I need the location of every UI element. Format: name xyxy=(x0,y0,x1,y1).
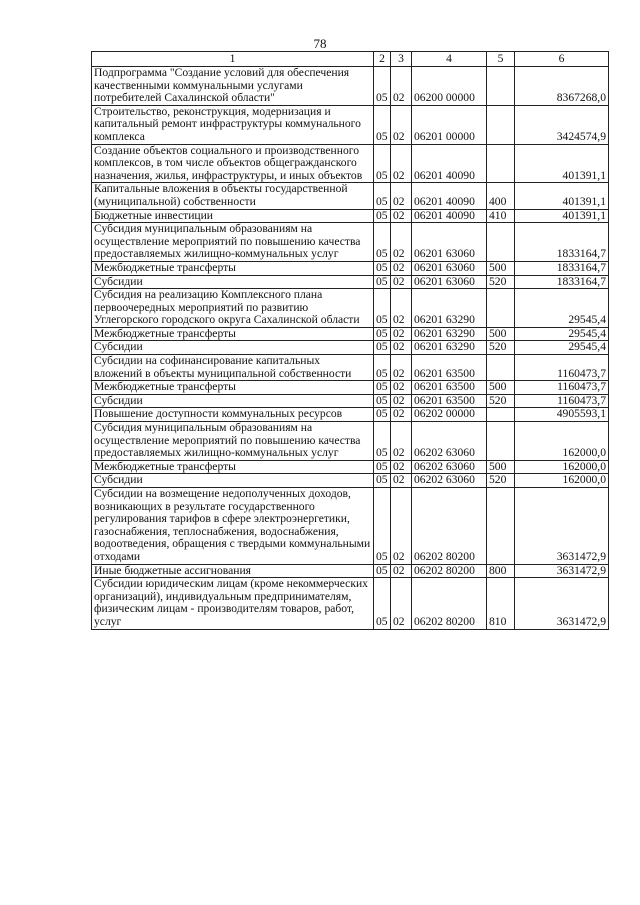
row-target-article: 06201 40090 xyxy=(412,183,487,209)
row-amount: 3424574,9 xyxy=(515,105,609,144)
table-row xyxy=(92,223,609,262)
row-target-article: 06201 63060 xyxy=(412,275,487,289)
table-row xyxy=(92,105,609,144)
row-subsection: 02 xyxy=(391,223,412,262)
row-expense-type: 500 xyxy=(487,261,515,275)
row-section: 05 xyxy=(374,394,391,408)
row-target-article: 06201 63060 xyxy=(412,223,487,262)
table-header-row xyxy=(92,52,609,67)
row-expense-type xyxy=(487,422,515,461)
row-amount: 162000,0 xyxy=(515,422,609,461)
row-amount: 1160473,7 xyxy=(515,381,609,395)
row-target-article: 06201 63500 xyxy=(412,355,487,381)
row-expense-type: 800 xyxy=(487,564,515,578)
table-row xyxy=(92,275,609,289)
table-row xyxy=(92,183,609,209)
row-name: Иные бюджетные ассигнования xyxy=(92,564,374,578)
row-amount: 1833164,7 xyxy=(515,275,609,289)
row-name: Субсидия муниципальным образованиям на осуществление мероприятий по повышению качества предоставляемых жилищно-коммунальных услуг xyxy=(92,223,374,262)
row-target-article: 06200 00000 xyxy=(412,67,487,106)
table-row xyxy=(92,422,609,461)
row-subsection: 02 xyxy=(391,394,412,408)
row-target-article: 06202 00000 xyxy=(412,408,487,422)
row-section: 05 xyxy=(374,422,391,461)
row-expense-type: 520 xyxy=(487,394,515,408)
row-subsection: 02 xyxy=(391,289,412,328)
row-expense-type xyxy=(487,67,515,106)
row-expense-type: 500 xyxy=(487,460,515,474)
row-name: Субсидии xyxy=(92,341,374,355)
row-target-article: 06201 40090 xyxy=(412,144,487,183)
row-name: Субсидии xyxy=(92,474,374,488)
row-subsection: 02 xyxy=(391,564,412,578)
table-row xyxy=(92,261,609,275)
row-amount: 401391,1 xyxy=(515,144,609,183)
table-row xyxy=(92,488,609,565)
budget-table xyxy=(91,51,609,630)
page-number: 78 xyxy=(313,36,327,51)
row-name: Создание объектов социального и производственного комплексов, в том числе объектов общегражданского назначения, жилья, инфраструктуры, и иных объектов xyxy=(92,144,374,183)
column-header-name: 1 xyxy=(92,52,374,67)
row-expense-type: 520 xyxy=(487,341,515,355)
row-section: 05 xyxy=(374,289,391,328)
row-target-article: 06202 80200 xyxy=(412,564,487,578)
row-section: 05 xyxy=(374,341,391,355)
row-expense-type: 500 xyxy=(487,327,515,341)
row-subsection: 02 xyxy=(391,209,412,223)
row-amount: 3631472,9 xyxy=(515,488,609,565)
row-subsection: 02 xyxy=(391,275,412,289)
row-target-article: 06202 63060 xyxy=(412,422,487,461)
row-target-article: 06201 63060 xyxy=(412,261,487,275)
row-subsection: 02 xyxy=(391,578,412,629)
row-section: 05 xyxy=(374,355,391,381)
column-header-section: 2 xyxy=(374,52,391,67)
row-name: Межбюджетные трансферты xyxy=(92,460,374,474)
row-name: Межбюджетные трансферты xyxy=(92,327,374,341)
row-amount: 162000,0 xyxy=(515,474,609,488)
row-amount: 29545,4 xyxy=(515,289,609,328)
table-row xyxy=(92,474,609,488)
row-expense-type xyxy=(487,144,515,183)
row-amount: 1833164,7 xyxy=(515,223,609,262)
row-subsection: 02 xyxy=(391,488,412,565)
row-target-article: 06201 63500 xyxy=(412,381,487,395)
row-expense-type xyxy=(487,289,515,328)
row-amount: 401391,1 xyxy=(515,209,609,223)
row-amount: 3631472,9 xyxy=(515,578,609,629)
row-section: 05 xyxy=(374,144,391,183)
table-row xyxy=(92,381,609,395)
row-target-article: 06202 63060 xyxy=(412,460,487,474)
row-name: Повышение доступности коммунальных ресурсов xyxy=(92,408,374,422)
row-subsection: 02 xyxy=(391,183,412,209)
row-amount: 1160473,7 xyxy=(515,355,609,381)
row-expense-type: 400 xyxy=(487,183,515,209)
row-section: 05 xyxy=(374,578,391,629)
row-amount: 29545,4 xyxy=(515,327,609,341)
row-name: Субсидии на возмещение недополученных доходов, возникающих в результате государственного регулирования тарифов в сфере электроэнергетики, газоснабжения, теплоснабжения, водоснабжения, водоотведения, обращения с твердыми коммунальными отходами xyxy=(92,488,374,565)
row-subsection: 02 xyxy=(391,422,412,461)
row-section: 05 xyxy=(374,223,391,262)
row-amount: 8367268,0 xyxy=(515,67,609,106)
row-target-article: 06202 63060 xyxy=(412,474,487,488)
row-target-article: 06202 80200 xyxy=(412,578,487,629)
row-name: Субсидии юридическим лицам (кроме некоммерческих организаций), индивидуальным предпринимателям, физическим лицам - производителям товаров, работ, услуг xyxy=(92,578,374,629)
row-subsection: 02 xyxy=(391,381,412,395)
column-header-subsection: 3 xyxy=(391,52,412,67)
row-name: Субсидии на софинансирование капитальных вложений в объекты муниципальной собственности xyxy=(92,355,374,381)
row-target-article: 06201 40090 xyxy=(412,209,487,223)
row-expense-type xyxy=(487,355,515,381)
row-section: 05 xyxy=(374,381,391,395)
row-name: Строительство, реконструкция, модернизация и капитальный ремонт инфраструктуры коммунального комплекса xyxy=(92,105,374,144)
row-amount: 29545,4 xyxy=(515,341,609,355)
table-row xyxy=(92,144,609,183)
table-row xyxy=(92,564,609,578)
row-section: 05 xyxy=(374,275,391,289)
row-name: Субсидии xyxy=(92,394,374,408)
table-row xyxy=(92,408,609,422)
row-name: Подпрограмма "Создание условий для обеспечения качественными коммунальными услугами потребителей Сахалинской области" xyxy=(92,67,374,106)
row-name: Капитальные вложения в объекты государственной (муниципальной) собственности xyxy=(92,183,374,209)
row-subsection: 02 xyxy=(391,355,412,381)
row-subsection: 02 xyxy=(391,474,412,488)
row-name: Субсидия муниципальным образованиям на осуществление мероприятий по повышению качества предоставляемых жилищно-коммунальных услуг xyxy=(92,422,374,461)
row-target-article: 06201 63500 xyxy=(412,394,487,408)
row-section: 05 xyxy=(374,474,391,488)
row-expense-type xyxy=(487,408,515,422)
row-subsection: 02 xyxy=(391,105,412,144)
row-target-article: 06201 63290 xyxy=(412,327,487,341)
table-row xyxy=(92,578,609,629)
row-expense-type xyxy=(487,488,515,565)
row-name: Субсидии xyxy=(92,275,374,289)
row-subsection: 02 xyxy=(391,67,412,106)
row-expense-type: 410 xyxy=(487,209,515,223)
table-row xyxy=(92,327,609,341)
row-subsection: 02 xyxy=(391,408,412,422)
row-name: Бюджетные инвестиции xyxy=(92,209,374,223)
row-expense-type: 500 xyxy=(487,381,515,395)
row-section: 05 xyxy=(374,183,391,209)
row-section: 05 xyxy=(374,209,391,223)
column-header-amount: 6 xyxy=(515,52,609,67)
row-amount: 1160473,7 xyxy=(515,394,609,408)
table-row xyxy=(92,209,609,223)
row-section: 05 xyxy=(374,460,391,474)
row-amount: 162000,0 xyxy=(515,460,609,474)
row-amount: 1833164,7 xyxy=(515,261,609,275)
row-amount: 3631472,9 xyxy=(515,564,609,578)
row-section: 05 xyxy=(374,564,391,578)
table-row xyxy=(92,355,609,381)
row-name: Межбюджетные трансферты xyxy=(92,261,374,275)
row-section: 05 xyxy=(374,261,391,275)
row-section: 05 xyxy=(374,327,391,341)
row-target-article: 06201 63290 xyxy=(412,341,487,355)
table-row xyxy=(92,460,609,474)
row-expense-type: 520 xyxy=(487,275,515,289)
row-subsection: 02 xyxy=(391,460,412,474)
row-target-article: 06201 00000 xyxy=(412,105,487,144)
column-header-target-article: 4 xyxy=(412,52,487,67)
row-amount: 4905593,1 xyxy=(515,408,609,422)
row-target-article: 06202 80200 xyxy=(412,488,487,565)
row-subsection: 02 xyxy=(391,341,412,355)
row-section: 05 xyxy=(374,488,391,565)
row-expense-type: 810 xyxy=(487,578,515,629)
column-header-expense-type: 5 xyxy=(487,52,515,67)
row-expense-type xyxy=(487,105,515,144)
row-section: 05 xyxy=(374,105,391,144)
row-expense-type: 520 xyxy=(487,474,515,488)
row-name: Субсидия на реализацию Комплексного плана первоочередных мероприятий по развитию Углегорского городского округа Сахалинской области xyxy=(92,289,374,328)
row-subsection: 02 xyxy=(391,261,412,275)
row-section: 05 xyxy=(374,67,391,106)
table-row xyxy=(92,394,609,408)
row-subsection: 02 xyxy=(391,144,412,183)
row-subsection: 02 xyxy=(391,327,412,341)
row-name: Межбюджетные трансферты xyxy=(92,381,374,395)
table-row xyxy=(92,341,609,355)
table-row xyxy=(92,289,609,328)
row-amount: 401391,1 xyxy=(515,183,609,209)
row-target-article: 06201 63290 xyxy=(412,289,487,328)
table-row xyxy=(92,67,609,106)
row-expense-type xyxy=(487,223,515,262)
row-section: 05 xyxy=(374,408,391,422)
